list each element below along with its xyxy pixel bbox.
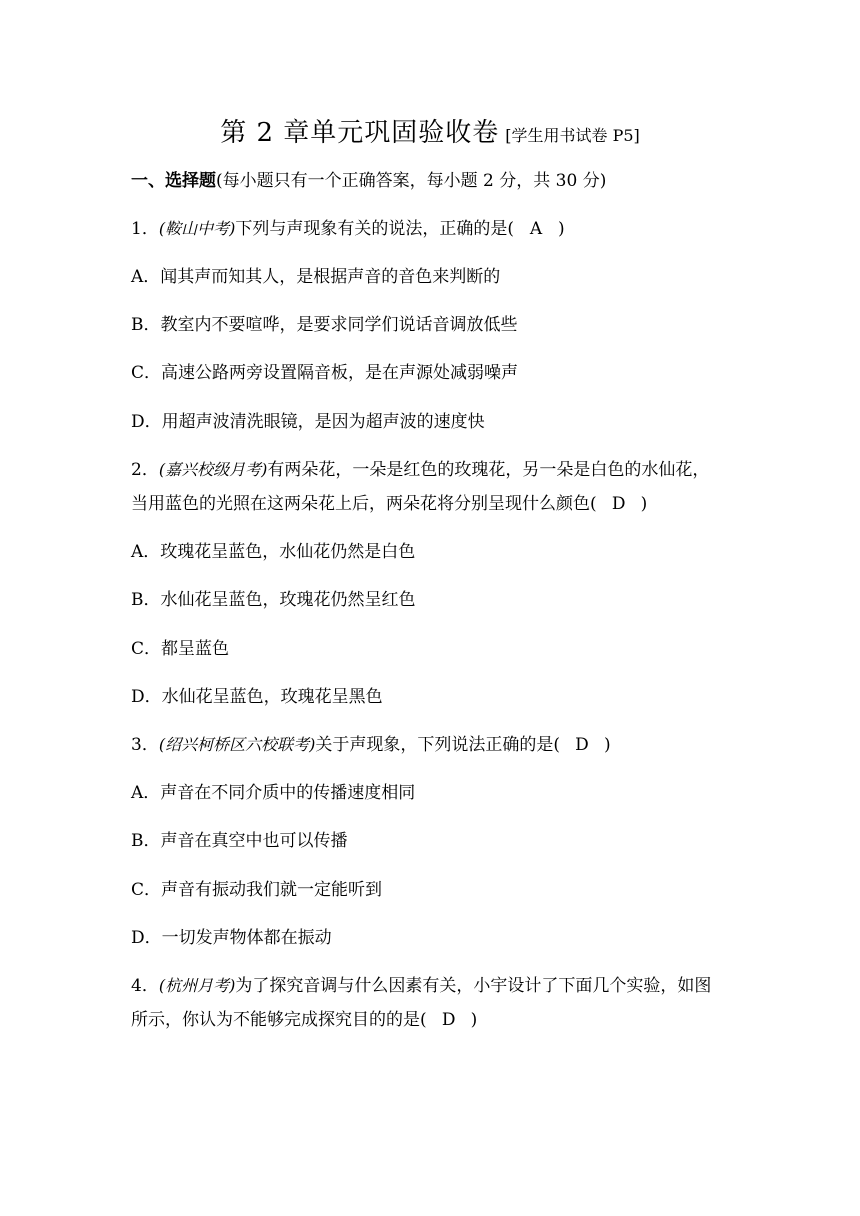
question-4-stem-cont (131, 1009, 477, 1031)
question-source: (杭州月考) (158, 976, 236, 995)
answer-close: ) (470, 1010, 478, 1030)
question-text: 有两朵花，一朵是红色的玫瑰花，另一朵是白色的水仙花， (267, 460, 710, 480)
section-heading (131, 170, 606, 192)
option-a: A．声音在不同介质中的传播速度相同 (131, 783, 416, 803)
page-title (0, 112, 860, 149)
title-main: 第 2 章单元巩固验收卷 (220, 118, 500, 148)
question-number: 2． (131, 460, 159, 480)
question-text: 所示，你认为不能够完成探究目的的是( (131, 1010, 427, 1030)
answer-key: D (575, 735, 589, 755)
option-b: B．教室内不要喧哗，是要求同学们说话音调放低些 (131, 315, 518, 335)
section-label: 一、选择题 (131, 171, 216, 191)
question-2-stem-cont (131, 493, 647, 515)
option-c: C．高速公路两旁设置隔音板，是在声源处减弱噪声 (131, 363, 519, 383)
question-text: 为了探究音调与什么因素有关，小宇设计了下面几个实验，如图 (235, 976, 712, 996)
option-c: C．声音有振动我们就一定能听到 (131, 880, 383, 900)
question-number: 4． (131, 976, 159, 996)
question-1-stem (131, 218, 565, 240)
question-number: 1． (131, 219, 159, 239)
answer-key: A (529, 219, 543, 239)
question-source: (嘉兴校级月考) (158, 460, 268, 479)
option-a: A．玫瑰花呈蓝色，水仙花仍然是白色 (131, 542, 416, 562)
title-tag: [学生用书试卷 P5] (505, 126, 640, 145)
option-a: A．闻其声而知其人，是根据声音的音色来判断的 (131, 267, 501, 287)
section-note: (每小题只有一个正确答案，每小题 2 分，共 30 分) (216, 171, 607, 191)
option-b: B．水仙花呈蓝色，玫瑰花仍然呈红色 (131, 590, 416, 610)
option-b: B．声音在真空中也可以传播 (131, 831, 348, 851)
answer-key: D (611, 494, 626, 514)
answer-key: D (441, 1010, 456, 1030)
answer-close: ) (603, 735, 611, 755)
option-c: C．都呈蓝色 (131, 639, 230, 659)
question-number: 3． (131, 735, 159, 755)
question-2-stem (131, 459, 709, 481)
question-source: (鞍山中考) (158, 219, 236, 238)
question-text: 关于声现象，下列说法正确的是( (315, 735, 560, 755)
question-text: 下列与声现象有关的说法，正确的是( (235, 219, 514, 239)
question-4-stem (131, 975, 711, 997)
question-3-stem (131, 734, 611, 756)
answer-close: ) (640, 494, 648, 514)
question-text: 当用蓝色的光照在这两朵花上后，两朵花将分别呈现什么颜色( (131, 494, 597, 514)
option-d: D．水仙花呈蓝色，玫瑰花呈黑色 (131, 687, 383, 707)
option-d: D．一切发声物体都在振动 (131, 928, 332, 948)
question-source: (绍兴柯桥区六校联考) (158, 735, 316, 754)
option-d: D．用超声波清洗眼镜，是因为超声波的速度快 (131, 412, 485, 432)
answer-close: ) (557, 219, 565, 239)
